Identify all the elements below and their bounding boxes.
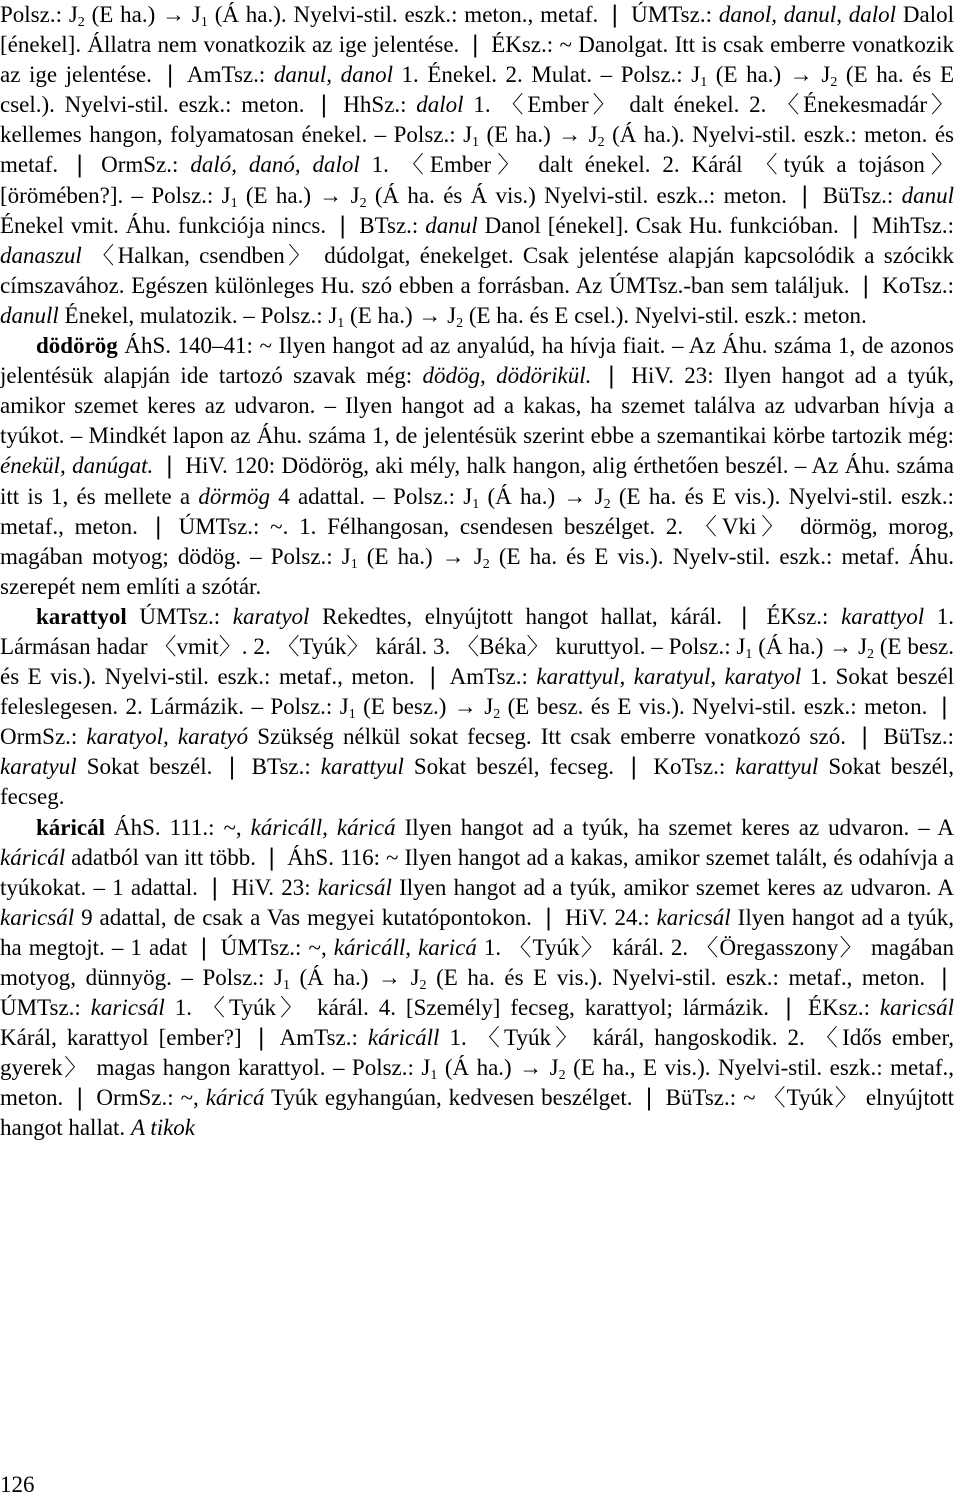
text-run: 〈Halkan, csendben〉 dúdolgat, énekelget. Csak jelentése alapján kapcsolódik a szócikk címszavához. Egészen különleges Hu. szó ebben a forrásban. Az ÚMTsz.-ban sem találjuk. ❘ KoTsz.:	[0, 242, 954, 298]
italic-form: karattyul	[320, 754, 404, 780]
text-run: (E ha., E vis.). Nyelvi-stil. eszk.: metaf., meton. ❘ OrmSz.: ~,	[0, 1055, 954, 1111]
italic-form: karicsál	[656, 904, 731, 930]
text-run: Szükség nélkül sokat fecseg. Itt csak emberre vonatkozó szó. ❘ BüTsz.:	[248, 724, 954, 750]
italic-form: dödög, dödörikül.	[422, 363, 592, 389]
text-run: Kárál, karattyol [ember?] ❘ AmTsz.:	[0, 1025, 368, 1051]
text-run: 1. Lármásan hadar 〈vmit〉. 2. 〈Tyúk〉 kárál. 3. 〈Béka〉 kuruttyol. – Polsz.: J	[0, 603, 954, 659]
text-run: (Á ha.) → J	[479, 483, 604, 509]
text-run: Ilyen hangot ad a tyúk, ha megtojt. – 1 adat ❘ ÚMTsz.: ~,	[0, 904, 954, 960]
subscript: 2	[597, 135, 605, 151]
subscript: 1	[282, 978, 290, 993]
italic-form: káricáll, karicá	[333, 934, 477, 960]
text-run: 4 adattal. – Polsz.: J	[269, 483, 473, 509]
italic-form: danaszul	[0, 242, 82, 268]
italic-form: karatyol, karatyó	[86, 724, 249, 750]
headword: karattyol	[36, 603, 127, 629]
subscript: 1	[700, 75, 708, 91]
text-run: Ilyen hangot ad a tyúk, amikor szemet keres az udvaron. A	[391, 874, 954, 900]
text-run: Danol [énekel]. Csak Hu. funkcióban. ❘ MihTsz.:	[477, 212, 954, 238]
text-run: ❘ HiV. 120: Dödörög, aki mély, halk hangon, alig érthetően beszél. – Az Áhu. száma itt is 1, és mellete a	[0, 453, 954, 509]
paragraph-entry-dodorog	[0, 331, 954, 602]
italic-form: karicsál	[879, 995, 954, 1021]
italic-form: danul	[901, 182, 954, 208]
subscript: 2	[558, 1068, 566, 1084]
text-run: (E ha. és E vis.). Nyelv-stil. eszk.: metaf. Áhu. szerepét nem említi a szótár.	[0, 543, 954, 599]
text-run: 1. 〈Ember〉 dalt énekel. 2. Kárál 〈tyúk a tojáson〉 [örömében?]. – Polsz.: J	[0, 152, 954, 208]
text-run: (E ha.) → J	[84, 2, 201, 27]
italic-form: danul	[425, 212, 478, 238]
text-run: (E ha.) → J	[479, 122, 598, 148]
text-run: 1. 〈Tyúk〉 kárál, hangoskodik. 2. 〈Idős ember, gyerek〉 magas hangon karattyol. – Polsz.: J	[0, 1025, 954, 1081]
text-run: 1. 〈Ember〉 dalt énekel. 2. 〈Énekesmadár〉 kellemes hangon, folyamatosan énekel. – Polsz.: J	[0, 92, 954, 148]
text-run: (E ha.) → J	[707, 62, 831, 88]
paragraph-continued-entry	[0, 0, 954, 331]
text-run: (E ha. és E csel.). Nyelvi-stil. eszk.: meton.	[463, 302, 867, 328]
text-run: Sokat beszél, fecseg.	[0, 754, 955, 810]
text-run: (Á ha.). Nyelvi-stil. eszk.: meton., metaf. ❘ ÚMTsz.:	[207, 2, 719, 27]
text-run: ÁhS. 111.: ~,	[105, 814, 251, 840]
italic-form: dörmög	[198, 483, 270, 509]
subscript: 1	[350, 556, 358, 572]
subscript: 1	[337, 315, 345, 331]
text-run: adatból van itt több. ❘ ÁhS. 116: ~ Ilyen hangot ad a kakas, amikor szemet talált, és odahívja a tyúkokat. – 1 adattal. ❘ HiV. 23:	[0, 844, 954, 900]
text-run: 1. 〈Tyúk〉 kárál. 2. 〈Öregasszony〉 magában motyog, dünnyög. – Polsz.: J	[0, 934, 954, 990]
italic-form: karatyol	[232, 603, 310, 629]
italic-form: káricáll	[367, 1025, 440, 1051]
text-run: 9 adattal, de csak a Vas megyei kutatópontokon. ❘ HiV. 24.:	[74, 904, 657, 930]
text-run: (E ha.) → J	[344, 302, 457, 328]
text-run: ÁhS. 140–41: ~ Ilyen hangot ad az anyalúd, ha hívja fiait. – Az Áhu. száma 1, de azonos jelentésük alapján ide tartozó szavak még:	[0, 333, 954, 389]
italic-form: danull	[0, 302, 59, 328]
subscript: 2	[830, 75, 838, 91]
subscript: 2	[77, 15, 85, 30]
italic-form: danul, danol	[273, 62, 393, 88]
text-run: (E ha.) → J	[357, 543, 483, 569]
headword: dödörög	[36, 333, 118, 359]
subscript: 1	[200, 15, 208, 30]
italic-form: karicsál	[0, 904, 75, 930]
paragraph-entry-karical	[0, 813, 954, 1144]
subscript: 2	[867, 646, 875, 662]
italic-form: dalol	[416, 92, 464, 118]
text-run: (E besz. és E vis.). Nyelvi-stil. eszk.: metaf., meton. ❘ AmTsz.:	[0, 633, 954, 690]
subscript: 1	[745, 646, 753, 662]
text-run: Énekel vmit. Áhu. funkciója nincs. ❘ BTsz.:	[0, 212, 426, 238]
text-run: (E besz.) → J	[355, 694, 494, 720]
text-run: (Á ha.) → J	[437, 1055, 559, 1081]
italic-form: A tikok	[130, 1115, 196, 1141]
italic-form: énekül, danúgat.	[0, 453, 154, 479]
italic-form: danol, danul, dalol	[718, 2, 897, 27]
page-number: 126	[0, 1472, 35, 1497]
subscript: 1	[472, 135, 480, 151]
italic-form: karattyul	[735, 754, 819, 780]
text-run: (Á ha.). Nyelvi-stil. eszk.: meton. és metaf. ❘ OrmSz.:	[0, 122, 955, 178]
text-run: (E ha. és E vis.). Nyelvi-stil. eszk.: metaf., meton. ❘ ÚMTsz.: ~. 1. Félhangosan, csendesen beszélget. 2. 〈Vki〉 dörmög, morog, magában motyog; dödög. – Polsz.: J	[0, 483, 954, 569]
italic-form: karattyol	[841, 603, 925, 629]
subscript: 2	[482, 556, 490, 572]
headword: káricál	[36, 814, 105, 840]
text-run: (E besz. és E vis.). Nyelvi-stil. eszk.: meton. ❘ OrmSz.:	[0, 694, 955, 750]
text-run: Polsz.: J	[0, 2, 78, 27]
text-run: Sokat beszél, fecseg. ❘ KoTsz.:	[403, 754, 736, 780]
subscript: 2	[603, 496, 611, 512]
italic-form: káricáll, káricá	[250, 814, 396, 840]
text-run: ÚMTsz.:	[126, 603, 233, 629]
text-run: (Á ha.) → J	[752, 633, 868, 659]
text-run: Dalol [énekel]. Állatra nem vonatkozik az ige jelentése. ❘ ÉKsz.: ~ Danolgat. Itt is csak emberre vonatkozik az ige jelentése. ❘ AmTsz.:	[0, 2, 954, 88]
text-run: (E ha. és E vis.). Nyelvi-stil. eszk.: metaf., meton. ❘ ÚMTsz.:	[0, 965, 954, 1021]
subscript: 2	[359, 195, 367, 211]
subscript: 1	[348, 707, 356, 723]
text-run: (E ha. és E csel.). Nyelvi-stil. eszk.: meton. ❘ HhSz.:	[0, 62, 955, 118]
italic-form: daló, danó, dalol	[190, 152, 360, 178]
italic-form: karicsál	[317, 874, 392, 900]
text-run: 1. 〈Tyúk〉 kárál. 4. [Személy] fecseg, karattyol; lármázik. ❘ ÉKsz.:	[164, 995, 880, 1021]
subscript: 1	[430, 1068, 438, 1084]
text-run: 1. Énekel. 2. Mulat. – Polsz.: J	[392, 62, 701, 88]
paragraph-entry-karattyol	[0, 602, 954, 813]
text-run: Sokat beszél. ❘ BTsz.:	[76, 754, 321, 780]
text-run: Énekel, mulatozik. – Polsz.: J	[58, 302, 338, 328]
text-run: 1. Sokat beszél feleslegesen. 2. Lármázik. – Polsz.: J	[0, 664, 954, 720]
italic-form: karattyul, karatyul, karatyol	[536, 664, 802, 690]
text-run: (Á ha. és Á vis.) Nyelvi-stil. eszk..: meton. ❘ BüTsz.:	[366, 182, 902, 208]
italic-form: káricál	[0, 844, 66, 870]
text-run: (E ha.) → J	[237, 182, 360, 208]
text-run: Ilyen hangot ad a tyúk, ha szemet keres az udvaron. – A	[395, 814, 954, 840]
italic-form: karicsál	[90, 995, 165, 1021]
text-run: ❘ HiV. 23: Ilyen hangot ad a tyúk, amikor szemet keres az udvaron. – Ilyen hangot ad a kakas, ha szemet találva az udvarban hívja a tyúkot. – Mindkét lapon az Áhu. száma 1, de jelentésük szerint ebbe a szemantikai körbe tartozik még:	[0, 363, 954, 449]
italic-form: káricá	[205, 1085, 265, 1111]
subscript: 2	[493, 707, 501, 723]
subscript: 2	[456, 315, 464, 331]
subscript: 1	[230, 195, 238, 211]
text-run: Tyúk egyhangúan, kedvesen beszélget. ❘ BüTsz.: ~ 〈Tyúk〉 elnyújtott hangot hallat.	[0, 1085, 954, 1141]
text-run: (Á ha.) → J	[289, 965, 420, 990]
italic-form: karatyul	[0, 754, 77, 780]
subscript: 2	[419, 978, 427, 993]
subscript: 1	[472, 496, 480, 512]
text-run: Rekedtes, elnyújtott hangot hallat, kárál. ❘ ÉKsz.:	[309, 603, 842, 629]
